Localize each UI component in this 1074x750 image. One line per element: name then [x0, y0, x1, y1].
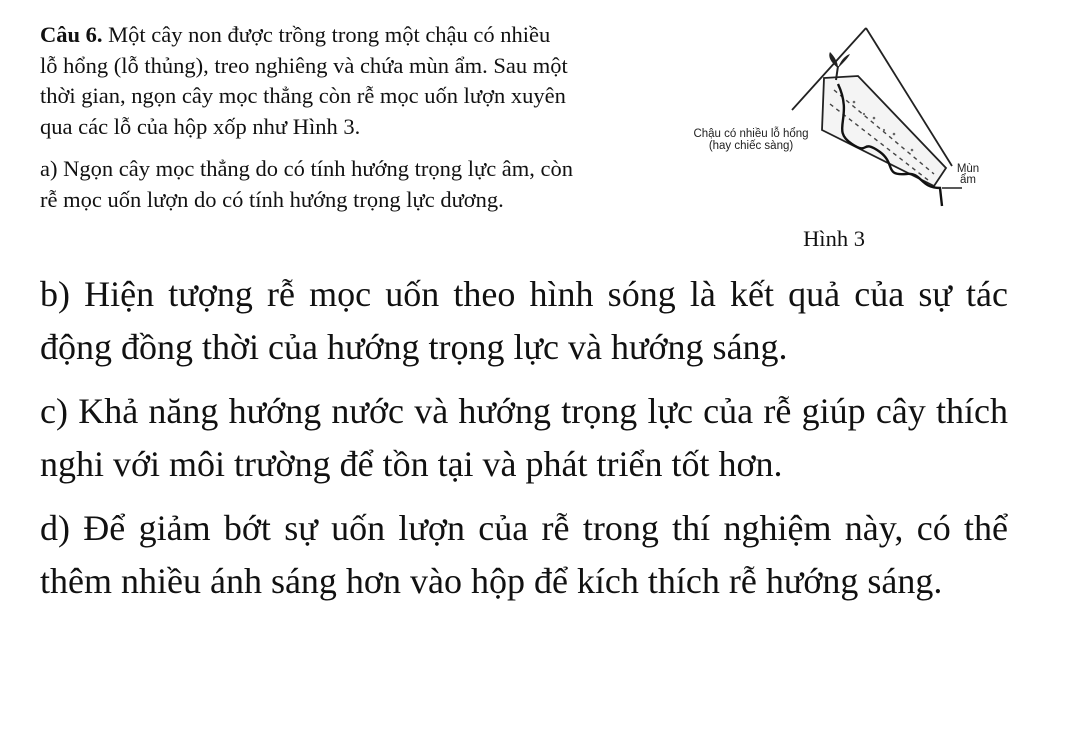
option-a-line-1: a) Ngọn cây mọc thẳng do có tính hướng trọng lực âm, còn: [40, 156, 574, 181]
intro-line-3: thời gian, ngọn cây mọc thẳng còn rễ mọc uốn lượn xuyên: [40, 83, 566, 108]
option-b: b) Hiện tượng rễ mọc uốn theo hình sóng là kết quả của sự tác động đồng thời của hướng trọng lực và hướng sáng.: [40, 274, 1008, 367]
figure-3: [684, 18, 990, 258]
figure-caption: Hình 3: [803, 226, 865, 251]
question-label: Câu 6.: [40, 22, 103, 47]
pot-label-line-2: (hay chiếc sàng): [708, 140, 794, 152]
intro-line-4: qua các lỗ của hộp xốp như Hình 3.: [40, 113, 361, 139]
option-c: c) Khả năng hướng nước và hướng trọng lực của rễ giúp cây thích nghi với môi trường để tồn tại và phát triển tốt hơn.: [40, 391, 1008, 484]
option-d: d) Để giảm bớt sự uốn lượn của rễ trong thí nghiệm này, có thể thêm nhiều ánh sáng hơn vào hộp để kích thích rễ hướng sáng.: [40, 508, 1008, 601]
intro-line-1: Một cây non được trồng trong một chậu có nhiều: [108, 22, 551, 47]
soil-label-line-1: Mùn: [956, 163, 980, 175]
pot-label-line-1: Chậu có nhiều lỗ hổng: [693, 128, 809, 140]
question-stem: [40, 20, 688, 142]
intro-line-2: lỗ hổng (lỗ thủng), treo nghiêng và chứa mùn ẩm. Sau một: [40, 52, 568, 78]
soil-label: [948, 164, 988, 186]
option-a-line-2: rễ mọc uốn lượn do có tính hướng trọng lực dương.: [40, 186, 504, 212]
pot-label: [686, 128, 816, 152]
question-intro: [40, 20, 688, 215]
option-a: [40, 154, 688, 215]
soil-label-line-2: ẩm: [960, 174, 976, 186]
answer-options: [40, 268, 1008, 619]
hanging-pot-illustration: [684, 18, 990, 224]
